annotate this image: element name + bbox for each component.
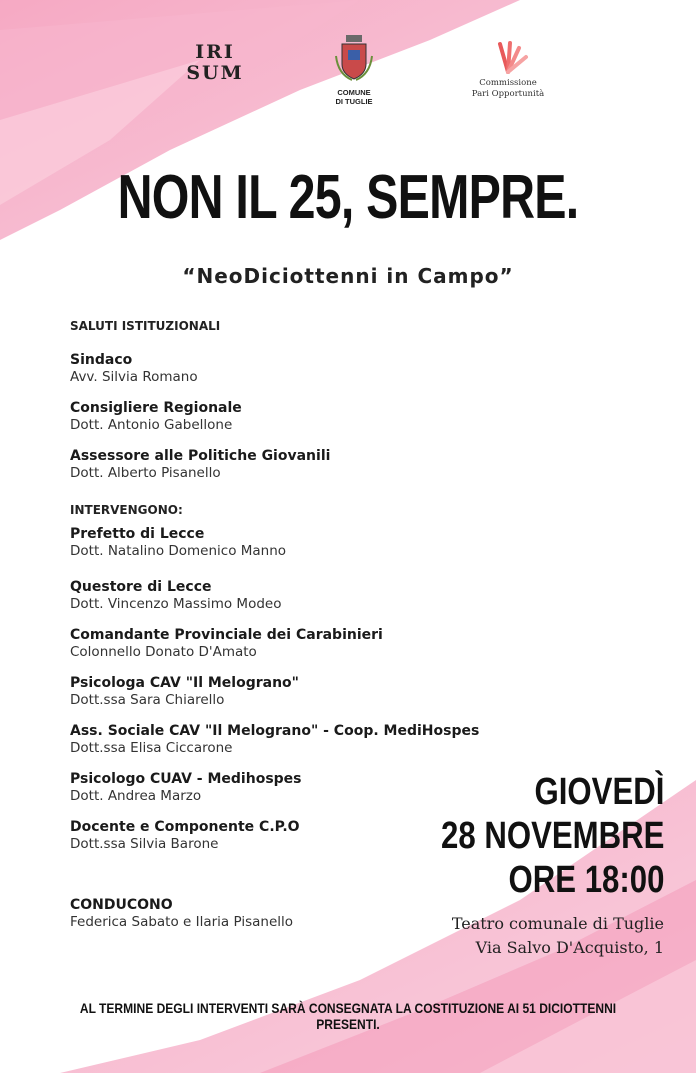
speaker-name: Dott. Vincenzo Massimo Modeo [70, 596, 282, 612]
main-title: NON IL 25, SEMPRE. [117, 163, 579, 232]
conducono-heading: CONDUCONO [70, 897, 173, 913]
footer-note: AL TERMINE DEGLI INTERVENTI SARÀ CONSEGNATA LA COSTITUZIONE AI 51 DICIOTTENNI PRESENTI. [79, 1000, 617, 1032]
speaker-role: Prefetto di Lecce [70, 526, 205, 542]
speaker-name: Dott. Alberto Pisanello [70, 465, 221, 481]
event-venue [452, 912, 664, 960]
event-date: 28 NOVEMBRE [440, 815, 664, 857]
speaker-name: Colonnello Donato D'Amato [70, 644, 257, 660]
speaker-name: Dott. Andrea Marzo [70, 788, 202, 804]
intervengono-heading: INTERVENGONO: [70, 503, 183, 517]
speaker-assessore [70, 447, 330, 482]
speaker-role: Docente e Componente C.P.O [70, 819, 300, 835]
speaker-psicologo [70, 770, 302, 805]
speaker-name: Dott. Antonio Gabellone [70, 417, 233, 433]
speaker-assistente-sociale [70, 722, 479, 757]
speaker-sindaco [70, 351, 198, 386]
speaker-name: Dott.ssa Sara Chiarello [70, 692, 225, 708]
speaker-role: Ass. Sociale CAV "Il Melograno" - Coop. MediHospes [70, 723, 480, 739]
tuglie-logo-line2: DI TUGLIE [335, 97, 373, 106]
speaker-psicologa [70, 674, 299, 709]
crest-icon [334, 34, 374, 84]
irisum-logo-line2: SUM [186, 62, 244, 84]
event-time: ORE 18:00 [508, 859, 664, 901]
speaker-name: Dott.ssa Elisa Ciccarone [70, 740, 233, 756]
speaker-questore [70, 578, 281, 613]
speaker-name: Dott. Natalino Domenico Manno [70, 543, 287, 559]
fan-icon [486, 40, 530, 74]
speaker-role: Consigliere Regionale [70, 400, 242, 416]
speaker-docente [70, 818, 300, 853]
commissione-logo [458, 40, 558, 100]
event-date-block [441, 770, 664, 902]
speaker-role: Psicologo CUAV - Medihospes [70, 771, 302, 787]
venue-address: Via Salvo D'Acquisto, 1 [475, 938, 664, 957]
speaker-name: Dott.ssa Silvia Barone [70, 836, 219, 852]
speaker-name: Avv. Silvia Romano [70, 369, 198, 385]
speaker-role: Psicologa CAV "Il Melograno" [70, 675, 299, 691]
venue-name: Teatro comunale di Tuglie [451, 914, 664, 933]
speaker-role: Comandante Provinciale dei Carabinieri [70, 627, 383, 643]
event-day: GIOVEDÌ [534, 771, 664, 813]
irisum-logo-line1: IRI [195, 41, 235, 63]
speaker-comandante [70, 626, 383, 661]
speaker-prefetto [70, 525, 286, 560]
logos-row [0, 34, 696, 114]
speaker-role: Sindaco [70, 352, 133, 368]
tuglie-logo-line1: COMUNE [337, 88, 371, 97]
speaker-role: Questore di Lecce [70, 579, 212, 595]
saluti-heading: SALUTI ISTITUZIONALI [70, 319, 221, 333]
irisum-logo [178, 42, 252, 84]
comune-tuglie-logo [322, 34, 386, 106]
cpo-logo-line1: Commissione [479, 78, 537, 88]
conducono-block [70, 896, 293, 931]
subtitle: “NeoDiciottenni in Campo” [182, 264, 514, 288]
speaker-consigliere [70, 399, 242, 434]
speaker-role: Assessore alle Politiche Giovanili [70, 448, 331, 464]
conducono-names: Federica Sabato e Ilaria Pisanello [70, 914, 294, 930]
cpo-logo-line2: Pari Opportunità [471, 89, 545, 99]
